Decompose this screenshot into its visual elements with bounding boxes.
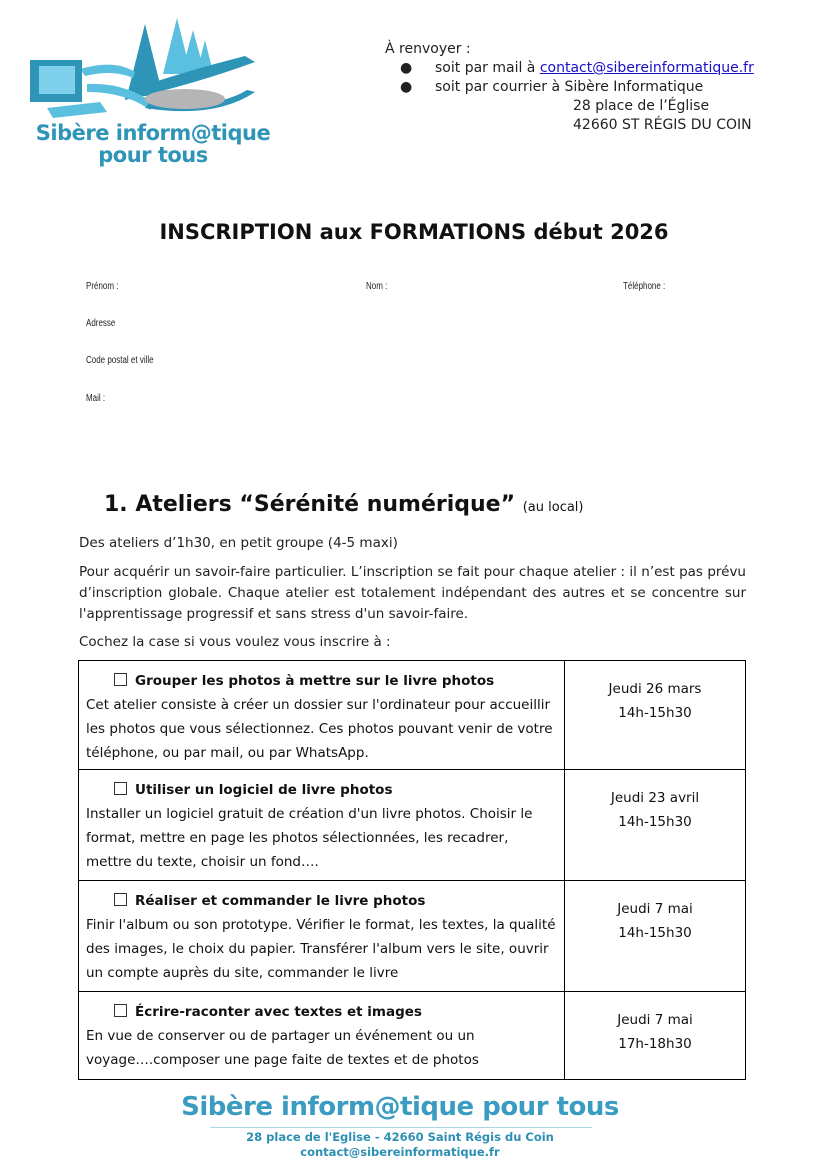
prenom-field[interactable]: Prénom : [86, 281, 119, 292]
logo-illustration [25, 14, 275, 122]
workshop-description: Cet atelier consiste à créer un dossier sur l'ordinateur pour accueillir les photos que vous sélectionnez. Ces photos pouvant venir de votre téléphone, ou par mail, ou par WhatsApp. [86, 697, 553, 761]
nom-field[interactable]: Nom : [366, 281, 388, 292]
workshop-cell [79, 661, 565, 770]
mail-link[interactable]: contact@sibereinformatique.fr [539, 60, 754, 76]
footer-name: Sibère inform@tique pour tous [181, 1092, 619, 1122]
workshop-date: Jeudi 26 mars [608, 681, 702, 697]
workshop-date: Jeudi 23 avril [610, 790, 700, 806]
workshop-date: Jeudi 7 mai [617, 901, 693, 917]
checkbox[interactable] [114, 673, 127, 686]
workshop-title: Réaliser et commander le livre photos [86, 889, 557, 913]
intro-text: Des ateliers d’1h30, en petit groupe (4-5 maxi) [79, 535, 398, 551]
workshop-row [79, 881, 746, 992]
footer-divider [210, 1127, 592, 1128]
return-address: À renvoyer : ● soit par mail à contact@sibereinformatique.fr ● soit par courrier à Sibère Informatique 28 place de l’Église 42660 ST RÉGIS DU COIN [385, 41, 754, 133]
adresse-field[interactable]: Adresse [86, 318, 116, 329]
workshop-date-cell [565, 992, 746, 1080]
mail-field[interactable]: Mail : [86, 393, 106, 404]
workshop-description: En vue de conserver ou de partager un événement ou un voyage….composer une page faite de textes et de photos [86, 1028, 479, 1068]
workshop-time: 14h-15h30 [618, 814, 692, 830]
section-title: 1. Ateliers “Sérénité numérique” (au local) [104, 492, 584, 517]
bullet-icon: ● [400, 79, 413, 95]
workshop-cell [79, 770, 565, 881]
intro-paragraph: Pour acquérir un savoir-faire particulier. L’inscription se fait pour chaque atelier : il n’est pas prévu d’inscription globale. Chaque atelier est totalement indépendant des autres et se concentre sur l'apprentissage progressif et sans stress d'un savoir-faire. [79, 564, 746, 622]
cp-ville-field[interactable]: Code postal et ville [86, 355, 154, 366]
workshop-date: Jeudi 7 mai [617, 1012, 693, 1028]
footer-contact: 28 place de l'Eglise - 42660 Saint Régis du Coin contact@sibereinformatique.fr [246, 1130, 554, 1159]
workshop-date-cell [565, 881, 746, 992]
workshop-cell [79, 992, 565, 1080]
page-title: INSCRIPTION aux FORMATIONS début 2026 [159, 220, 669, 244]
checkbox[interactable] [114, 1004, 127, 1017]
checkbox[interactable] [114, 782, 127, 795]
workshop-cell [79, 881, 565, 992]
workshop-description: Finir l'album ou son prototype. Vérifier le format, les textes, la qualité des images, le choix du papier. Transférer l'album vers le site, ouvrir un compte auprès du site, commander le livre [86, 917, 556, 981]
workshop-description: Installer un logiciel gratuit de création d'un livre photos. Choisir le format, mettre en page les photos sélectionnées, les recadrer, mettre du texte, choisir un fond…. [86, 806, 533, 870]
workshop-row [79, 770, 746, 881]
workshop-table [78, 660, 746, 1080]
workshop-row [79, 661, 746, 770]
workshop-time: 14h-15h30 [618, 925, 692, 941]
checkbox[interactable] [114, 893, 127, 906]
workshop-title: Grouper les photos à mettre sur le livre photos [86, 669, 557, 693]
workshop-time: 17h-18h30 [618, 1036, 692, 1052]
workshop-title: Écrire-raconter avec textes et images [86, 1000, 557, 1024]
logo-text: Sibère inform@tique pour tous [35, 121, 271, 167]
instruction: Cochez la case si vous voulez vous inscrire à : [79, 634, 391, 650]
bullet-icon: ● [400, 60, 413, 76]
workshop-title: Utiliser un logiciel de livre photos [86, 778, 557, 802]
workshop-time: 14h-15h30 [618, 705, 692, 721]
telephone-field[interactable]: Téléphone : [623, 281, 666, 292]
workshop-date-cell [565, 661, 746, 770]
workshop-row [79, 992, 746, 1080]
workshop-date-cell [565, 770, 746, 881]
